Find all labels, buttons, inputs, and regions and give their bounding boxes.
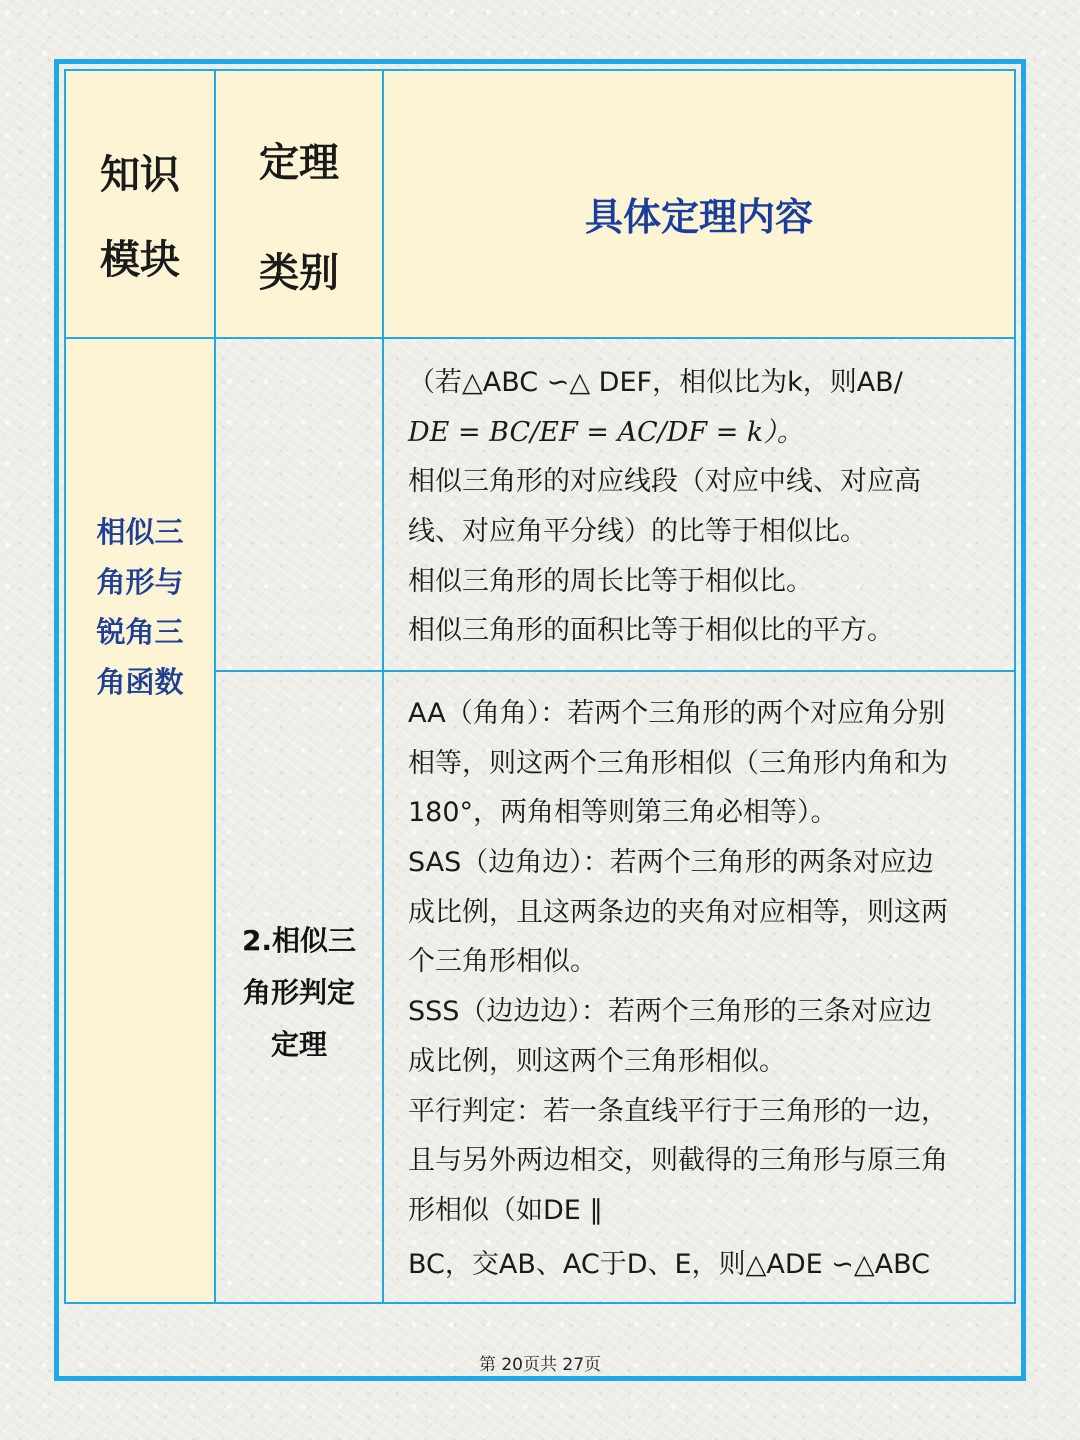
row2-content-cell xyxy=(384,672,1014,1302)
content-line: 相似三角形的对应线段（对应中线、对应高 xyxy=(408,466,921,498)
header-module-line1: 知识 xyxy=(100,152,180,198)
content-line: AA（角角）：若两个三角形的两个对应角分别 xyxy=(408,698,946,729)
module-line: 角形与 xyxy=(96,565,184,599)
header-content-title: 具体定理内容 xyxy=(584,195,813,239)
row2-category-line: 2.相似三 xyxy=(241,924,357,957)
content-line: 平行判定：若一条直线平行于三角形的一边， xyxy=(408,1095,948,1127)
row2-category-line: 角形判定 xyxy=(242,976,355,1009)
content-line: 成比例，则这两个三角形相似。 xyxy=(408,1045,786,1077)
header-category xyxy=(216,71,382,337)
row2-category-cell xyxy=(216,672,382,1302)
module-cell xyxy=(66,337,214,1302)
header-module xyxy=(66,71,214,337)
module-line: 角函数 xyxy=(96,665,184,699)
content-line: 相似三角形的周长比等于相似比。 xyxy=(408,565,813,597)
module-line: 锐角三 xyxy=(96,615,184,649)
content-line: DE = BC/EF = AC/DF = k）。 xyxy=(408,416,804,448)
row1-category-cell xyxy=(216,339,382,670)
row2-category-line: 定理 xyxy=(270,1028,327,1061)
content-line: SAS（边角边）：若两个三角形的两条对应边 xyxy=(408,847,934,879)
content-line: 个三角形相似。 xyxy=(408,946,597,978)
page-number: 第 20页共 27页 xyxy=(478,1355,602,1375)
header-category-line2: 类别 xyxy=(259,250,339,296)
content-line: 线、对应角平分线）的比等于相似比。 xyxy=(408,516,867,548)
theorem-table xyxy=(64,69,1016,1304)
row1-content-cell xyxy=(384,339,1014,670)
content-line: 180°，两角相等则第三角必相等）。 xyxy=(408,797,838,829)
header-content xyxy=(384,71,1014,337)
module-line: 相似三 xyxy=(96,515,184,549)
content-line: 相似三角形的面积比等于相似比的平方。 xyxy=(408,615,894,647)
content-line: BC，交AB、AC于D、E，则△ADE ∽△ABC xyxy=(408,1248,931,1280)
row1-content xyxy=(408,358,998,656)
content-line: 形相似（如DE ∥ xyxy=(408,1194,603,1226)
content-line: 成比例，且这两条边的夹角对应相等，则这两 xyxy=(408,896,948,928)
content-line: 相等，则这两个三角形相似（三角形内角和为 xyxy=(408,747,948,779)
header-category-line1: 定理 xyxy=(259,140,339,186)
content-line: （若△ABC ∽△ DEF，相似比为k，则AB/ xyxy=(408,367,903,398)
header-module-line2: 模块 xyxy=(100,237,180,283)
content-line: 且与另外两边相交，则截得的三角形与原三角 xyxy=(408,1145,948,1177)
page-frame xyxy=(54,59,1026,1381)
row2-content xyxy=(408,689,998,1289)
content-line: SSS（边边边）：若两个三角形的三条对应边 xyxy=(408,996,932,1028)
